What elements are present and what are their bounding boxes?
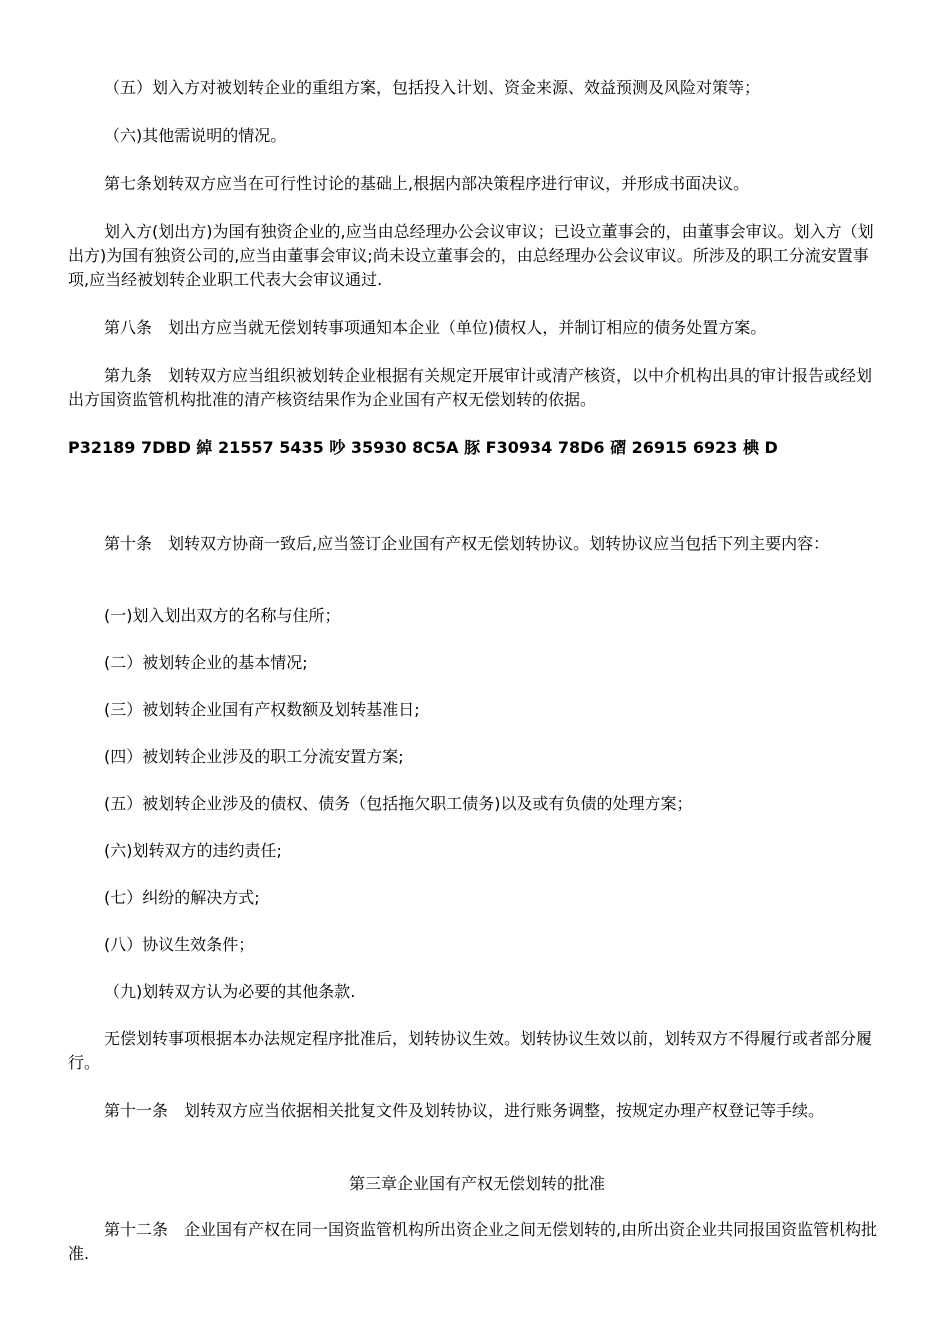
paragraph-article-9: 第九条 划转双方应当组织被划转企业根据有关规定开展审计或清产核资，以中介机构出具的审计报告或经划出方国资监管机构批准的清产核资结果作为企业国有产权无偿划转的依据。 bbox=[68, 366, 873, 409]
list-item-1: (一)划入划出双方的名称与住所； bbox=[104, 606, 341, 625]
paragraph-article-7: 第七条划转双方应当在可行性讨论的基础上,根据内部决策程序进行审议，并形成书面决议。 bbox=[104, 174, 750, 193]
paragraph-agreement-effective: 无偿划转事项根据本办法规定程序批准后，划转协议生效。划转协议生效以前，划转双方不得履行或者部分履行。 bbox=[68, 1029, 873, 1072]
paragraph-article-8: 第八条 划出方应当就无偿划转事项通知本企业（单位)债权人，并制订相应的债务处置方案。 bbox=[104, 318, 767, 337]
list-item-4: (四）被划转企业涉及的职工分流安置方案; bbox=[104, 747, 404, 766]
paragraph-article-7-detail: 划入方(划出方)为国有独资企业的,应当由总经理办公会议审议；已设立董事会的，由董事会审议。划入方（划出方)为国有独资公司的,应当由董事会审议;尚未设立董事会的，由总经理办公会议审议。所涉及的职工分流安置事项,应当经被划转企业职工代表大会审议通过. bbox=[68, 222, 874, 289]
list-item-5: (五）被划转企业涉及的债权、债务（包括拖欠职工债务)以及或有负债的处理方案； bbox=[104, 794, 693, 813]
paragraph-article-11: 第十一条 划转双方应当依据相关批复文件及划转协议，进行账务调整，按规定办理产权登记等手续。 bbox=[104, 1101, 825, 1120]
list-item-7: (七）纠纷的解决方式; bbox=[104, 888, 260, 907]
list-item-3: (三）被划转企业国有产权数额及划转基准日; bbox=[104, 700, 420, 719]
list-item-8: (八）协议生效条件； bbox=[104, 935, 255, 954]
paragraph-item-6: （六)其他需说明的情况。 bbox=[104, 126, 287, 145]
paragraph-article-10: 第十条 划转双方协商一致后,应当签订企业国有产权无偿划转协议。划转协议应当包括下列主要内容： bbox=[104, 534, 830, 553]
list-item-2: (二）被划转企业的基本情况; bbox=[104, 653, 308, 672]
chapter-heading: 第三章企业国有产权无偿划转的批准 bbox=[348, 1174, 605, 1193]
paragraph-article-12: 第十二条 企业国有产权在同一国资监管机构所出资企业之间无偿划转的,由所出资企业共同报国资监管机构批准. bbox=[68, 1220, 878, 1263]
list-item-9: （九)划转双方认为必要的其他条款. bbox=[104, 982, 356, 1001]
code-line: P32189 7DBD 綽 21557 5435 吵 35930 8C5A 豚 F30934 78D6 磖 26915 6923 椣 D bbox=[68, 438, 778, 457]
list-item-6: (六)划转双方的违约责任; bbox=[104, 841, 282, 860]
paragraph-item-5: （五）划入方对被划转企业的重组方案，包括投入计划、资金来源、效益预测及风险对策等； bbox=[104, 78, 761, 97]
